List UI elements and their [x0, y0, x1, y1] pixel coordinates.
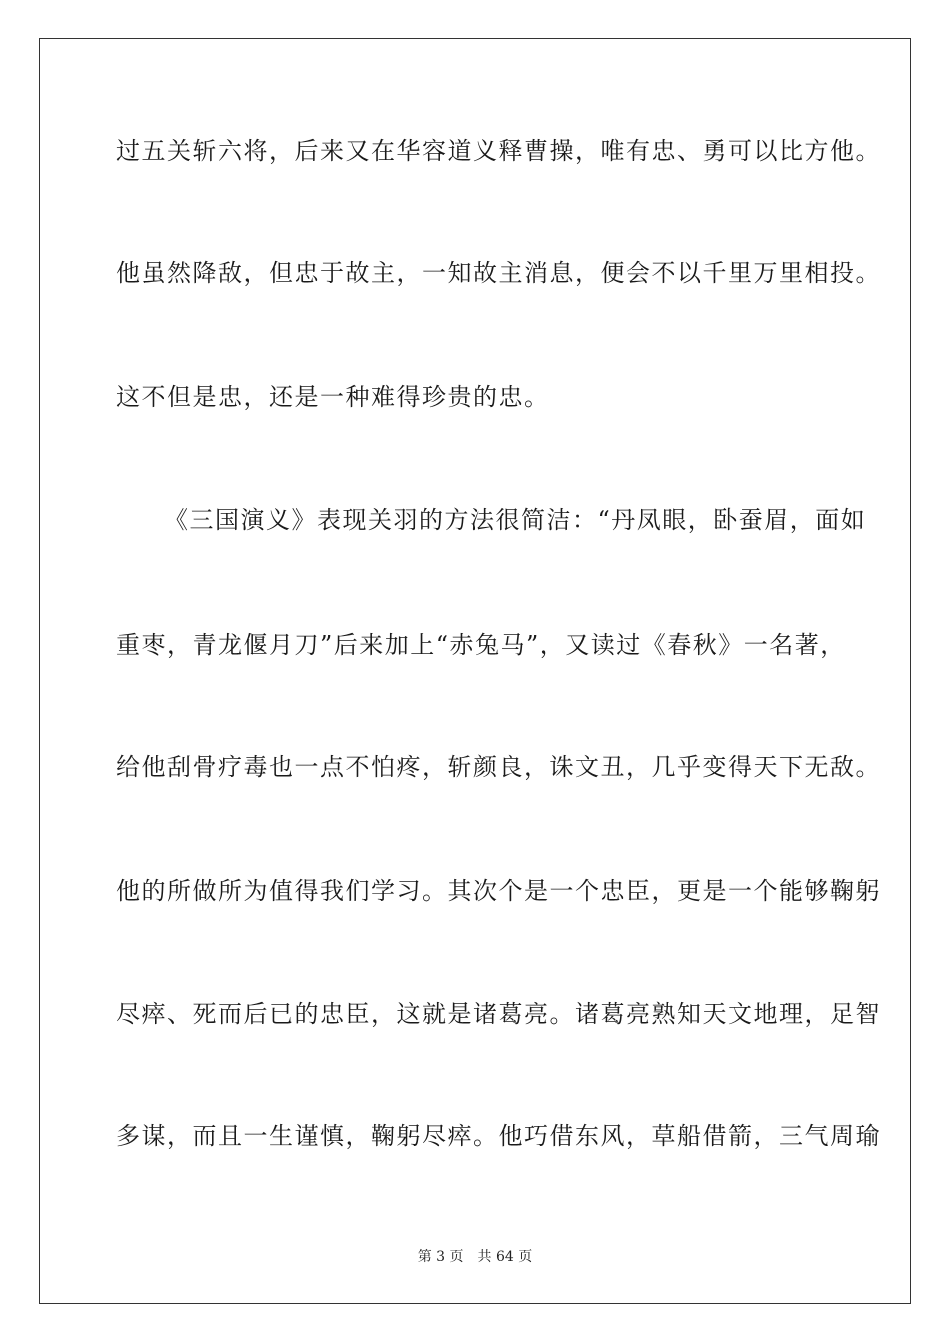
paragraph-line: 他的所做所为值得我们学习。其次个是一个忠臣，更是一个能够鞠躬	[116, 877, 881, 905]
paragraph-line: 重枣，青龙偃月刀”后来加上“赤兔马”，又读过《春秋》一名著，	[116, 631, 846, 659]
paragraph-line: 过五关斩六将，后来又在华容道义释曹操，唯有忠、勇可以比方他。	[116, 137, 881, 165]
paragraph-line: 多谋，而且一生谨慎，鞠躬尽瘁。他巧借东风，草船借箭，三气周瑜	[116, 1122, 881, 1150]
paragraph-line: 这不但是忠，还是一种难得珍贵的忠。	[116, 383, 550, 411]
page-total: 共 64 页	[477, 1249, 533, 1265]
page-footer	[0, 1248, 950, 1266]
page-number: 第 3 页	[417, 1249, 464, 1265]
paragraph-line: 他虽然降敌，但忠于故主，一知故主消息，便会不以千里万里相投。	[116, 259, 881, 287]
page-border	[39, 38, 911, 1304]
paragraph-line: 给他刮骨疗毒也一点不怕疼，斩颜良，诛文丑，几乎变得天下无敌。	[116, 753, 881, 781]
paragraph-line-indented: 《三国演义》表现关羽的方法很简洁：“丹凤眼，卧蚕眉，面如	[164, 506, 867, 534]
paragraph-line: 尽瘁、死而后已的忠臣，这就是诸葛亮。诸葛亮熟知天文地理，足智	[116, 1000, 881, 1028]
